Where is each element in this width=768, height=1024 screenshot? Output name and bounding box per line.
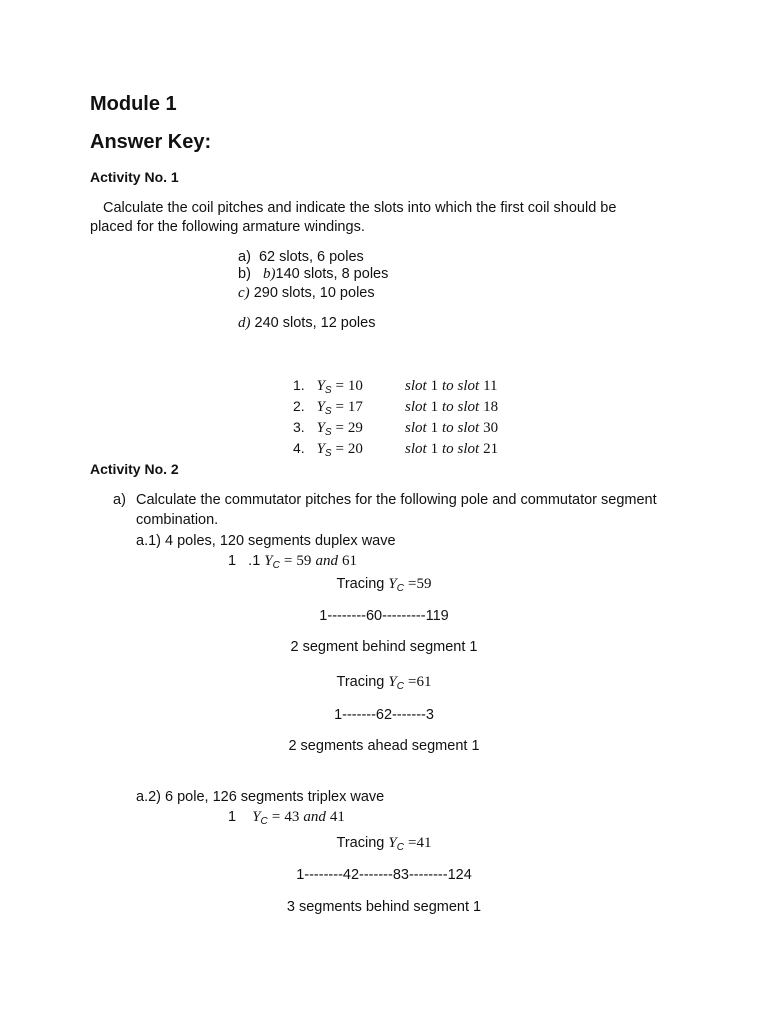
tracing-label: Tracing bbox=[336, 674, 385, 690]
a2-num: 1 bbox=[228, 809, 237, 825]
slot-end: 30 bbox=[483, 420, 499, 436]
a2-trace1-sequence: 1--------42-------83--------124 bbox=[296, 867, 472, 883]
answer-num: 1. bbox=[293, 377, 305, 393]
slot-start: 1 bbox=[430, 378, 439, 394]
a1-num: 1 bbox=[228, 553, 237, 569]
yc-subscript: C bbox=[396, 583, 404, 594]
yc-value2: 61 bbox=[341, 553, 357, 569]
tracing-label: Tracing bbox=[336, 576, 385, 592]
activity1-item-a bbox=[238, 249, 364, 265]
yc-value: 59 bbox=[296, 553, 312, 569]
slot-word: slot bbox=[457, 399, 480, 415]
answer-row-3 bbox=[293, 419, 363, 438]
item-label: a) bbox=[238, 249, 251, 265]
activity1-item-c bbox=[238, 285, 375, 302]
yc-symbol: Y bbox=[264, 553, 273, 569]
part-a-line2: combination. bbox=[136, 512, 219, 528]
slot-word: slot bbox=[405, 399, 427, 415]
slot-word: slot bbox=[457, 378, 480, 394]
ys-value: 20 bbox=[347, 441, 363, 457]
eq-symbol: = bbox=[407, 576, 417, 592]
ys-subscript: S bbox=[324, 406, 332, 417]
ys-subscript: S bbox=[324, 448, 332, 459]
slot-word: slot bbox=[405, 420, 427, 436]
yc-value: 41 bbox=[416, 835, 432, 851]
and-word: and bbox=[303, 809, 326, 825]
a1-trace2-label bbox=[0, 674, 768, 692]
item-label: c) bbox=[238, 285, 250, 301]
eq-symbol: = bbox=[407, 674, 417, 690]
yc-subscript: C bbox=[260, 816, 268, 827]
slot-word: slot bbox=[457, 420, 480, 436]
module-title: Module 1 bbox=[90, 93, 177, 115]
slot-end: 21 bbox=[483, 441, 499, 457]
ys-symbol: Y bbox=[316, 399, 325, 415]
a1-trace1-result: 2 segment behind segment 1 bbox=[290, 639, 478, 655]
activity1-instruction-line1: Calculate the coil pitches and indicate the slots into which the first coil should be bbox=[103, 200, 617, 216]
activity1-heading: Activity No. 1 bbox=[90, 169, 179, 185]
slot-word: slot bbox=[457, 441, 480, 457]
eq-symbol: = bbox=[335, 399, 344, 415]
a2-trace1-label bbox=[0, 835, 768, 853]
a1-trace2-sequence: 1-------62-------3 bbox=[334, 707, 434, 723]
slot-word: slot bbox=[405, 378, 427, 394]
slot-end: 18 bbox=[483, 399, 499, 415]
tracing-label: Tracing bbox=[336, 835, 385, 851]
eq-symbol: = bbox=[407, 835, 417, 851]
answer-row-1 bbox=[293, 377, 363, 396]
yc-symbol: Y bbox=[388, 576, 397, 592]
a2-title: a.2) 6 pole, 126 segments triplex wave bbox=[136, 789, 385, 805]
ys-value: 10 bbox=[347, 378, 363, 394]
answer-slot-2 bbox=[405, 398, 498, 416]
activity1-instruction-line2: placed for the following armature windings. bbox=[90, 219, 365, 235]
answer-row-4 bbox=[293, 440, 363, 459]
and-word: and bbox=[315, 553, 338, 569]
part-a-label: a) bbox=[113, 492, 126, 508]
activity1-item-d bbox=[238, 315, 375, 332]
a2-yc-line bbox=[228, 809, 345, 827]
yc-value: 59 bbox=[416, 576, 432, 592]
yc-value: 61 bbox=[416, 674, 432, 690]
to-word: to bbox=[441, 378, 454, 394]
eq-symbol: = bbox=[335, 420, 344, 436]
to-word: to bbox=[441, 441, 454, 457]
eq-symbol: = bbox=[335, 378, 344, 394]
eq-symbol: = bbox=[335, 441, 344, 457]
ys-symbol: Y bbox=[316, 441, 325, 457]
yc-value: 43 bbox=[284, 809, 300, 825]
ys-subscript: S bbox=[324, 385, 332, 396]
item-text: 62 slots, 6 poles bbox=[258, 249, 364, 265]
answer-num: 4. bbox=[293, 440, 305, 456]
yc-subscript: C bbox=[396, 842, 404, 853]
ys-value: 29 bbox=[347, 420, 363, 436]
a1-trace1-sequence: 1--------60---------119 bbox=[319, 608, 449, 624]
activity2-heading: Activity No. 2 bbox=[90, 461, 179, 477]
eq-symbol: = bbox=[283, 553, 293, 569]
yc-symbol: Y bbox=[252, 809, 261, 825]
answer-key-title: Answer Key: bbox=[90, 131, 212, 153]
item-text: 240 slots, 12 poles bbox=[254, 315, 376, 331]
yc-symbol: Y bbox=[388, 674, 397, 690]
ys-value: 17 bbox=[347, 399, 363, 415]
item-label: d) bbox=[238, 315, 251, 331]
item-label: b) bbox=[238, 266, 251, 282]
slot-word: slot bbox=[405, 441, 427, 457]
ys-symbol: Y bbox=[316, 420, 325, 436]
to-word: to bbox=[441, 399, 454, 415]
activity1-item-b bbox=[238, 266, 388, 283]
answer-slot-4 bbox=[405, 440, 498, 458]
yc-symbol: Y bbox=[388, 835, 397, 851]
ys-symbol: Y bbox=[316, 378, 325, 394]
item-text: 140 slots, 8 poles bbox=[275, 266, 389, 282]
to-word: to bbox=[441, 420, 454, 436]
part-a-line1: Calculate the commutator pitches for the following pole and commutator segment bbox=[136, 492, 657, 508]
ys-subscript: S bbox=[324, 427, 332, 438]
a1-trace1-label bbox=[0, 576, 768, 594]
answer-slot-3 bbox=[405, 419, 498, 437]
a1-title: a.1) 4 poles, 120 segments duplex wave bbox=[136, 533, 396, 549]
slot-start: 1 bbox=[430, 441, 439, 457]
yc-subscript: C bbox=[396, 681, 404, 692]
item-italic-label: b) bbox=[263, 266, 276, 282]
answer-num: 2. bbox=[293, 398, 305, 414]
a2-trace1-result: 3 segments behind segment 1 bbox=[286, 899, 482, 915]
eq-symbol: = bbox=[271, 809, 281, 825]
slot-start: 1 bbox=[430, 420, 439, 436]
answer-row-2 bbox=[293, 398, 363, 417]
yc-value2: 41 bbox=[329, 809, 345, 825]
item-text: 290 slots, 10 poles bbox=[253, 285, 375, 301]
slot-end: 11 bbox=[483, 378, 498, 394]
answer-num: 3. bbox=[293, 419, 305, 435]
a1-num2: .1 bbox=[248, 553, 261, 569]
a1-yc-line bbox=[228, 553, 357, 571]
yc-subscript: C bbox=[272, 560, 280, 571]
a1-trace2-result: 2 segments ahead segment 1 bbox=[288, 738, 480, 754]
slot-start: 1 bbox=[430, 399, 439, 415]
answer-slot-1 bbox=[405, 377, 498, 395]
